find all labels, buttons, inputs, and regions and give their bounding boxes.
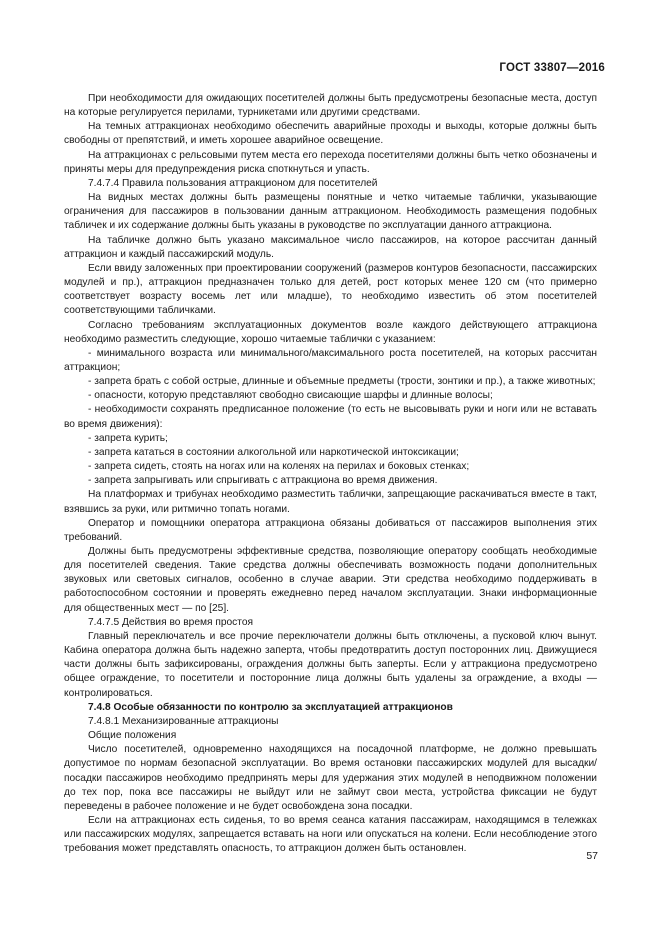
page-number: 57	[586, 850, 598, 862]
paragraph: Общие положения	[88, 730, 177, 742]
paragraph: - запрета брать с собой острые, длинные и объемные предметы (трости, зонтики и пр.), а также животных;	[88, 376, 596, 388]
paragraph: На платформах и трибунах необходимо разместить таблички, запрещающие раскачиваться вместе в такт, взявшись за руки, или ритмично топать ногами.	[64, 489, 597, 515]
paragraph: Если ввиду заложенных при проектировании сооружений (размеров контуров безопасности, пассажирских модулей и пр.), аттракцион предназначен только для детей, рост которых менее 120 см (что примерно соответствует возрасту восемь лет или младше), то необходимо известить об этом посетителей соответствующими табличками.	[64, 262, 597, 317]
paragraph: - запрета кататься в состоянии алкогольной или наркотической интоксикации;	[88, 446, 459, 458]
paragraph: Оператор и помощники оператора аттракциона обязаны добиваться от пассажиров выполнения этих требований.	[64, 517, 597, 543]
paragraph: Должны быть предусмотрены эффективные средства, позволяющие оператору сообщать необходимые для посетителей сведения. Такие средства должны обеспечивать возможность подачи дополнительных звуковых или световых сигналов, особенно в случае аварии. Эти средства необходимо поддерживать в работоспособном состоянии и проверять ежедневно перед началом эксплуатации. Знаки информационные для общественных мест — по [25].	[64, 546, 597, 614]
paragraph: 7.4.7.4 Правила пользования аттракционом для посетителей	[88, 177, 378, 189]
paragraph: Согласно требованиям эксплуатационных документов возле каждого действующего аттракциона необходимо разместить следующие, хорошо читаемые таблички с указанием:	[64, 319, 597, 345]
section-heading: 7.4.8 Особые обязанности по контролю за эксплуатацией аттракционов	[88, 701, 453, 713]
paragraph: - запрета сидеть, стоять на ногах или на коленях на перилах и боковых стенках;	[88, 461, 470, 473]
paragraph: - опасности, которую представляют свободно свисающие шарфы и длинные волосы;	[88, 390, 493, 402]
paragraph: На темных аттракционах необходимо обеспечить аварийные проходы и выходы, которые должны быть свободны от препятствий, и иметь хорошее аварийное освещение.	[64, 121, 597, 147]
paragraph: 7.4.7.5 Действия во время простоя	[88, 616, 254, 628]
paragraph: Число посетителей, одновременно находящихся на посадочной платформе, не должно превышать допустимое по нормам безопасной эксплуатации. Во время остановки пассажирских модулей для высадки/посадки пассажиров необходимо предпринять меры для удержания этих модулей в неподвижном положении до тех пор, пока все пассажиры не выйдут или не займут свои места, устройства фиксации не будут переведены в рабочее положение и не будет освобождена зона посадки.	[64, 744, 597, 812]
paragraph: - минимального возраста или минимального/максимального роста посетителей, на которых рассчитан аттракцион;	[64, 347, 597, 373]
document-body	[64, 92, 597, 856]
paragraph: 7.4.8.1 Механизированные аттракционы	[88, 715, 279, 727]
paragraph: На табличке должно быть указано максимальное число пассажиров, на которое рассчитан данный аттракцион и каждый пассажирский модуль.	[64, 234, 597, 260]
paragraph: На аттракционах с рельсовыми путем места его перехода посетителями должны быть четко обозначены и приняты меры для предупреждения риска споткнуться и упасть.	[64, 149, 597, 175]
paragraph: На видных местах должны быть размещены понятные и четко читаемые таблички, указывающие ограничения для пассажиров в пользовании данным аттракционом. Необходимость размещения подобных табличек и их содержание должны быть указаны в руководстве по эксплуатации данного аттракциона.	[64, 192, 597, 232]
document-header-standard-id: ГОСТ 33807—2016	[499, 62, 605, 74]
paragraph: При необходимости для ожидающих посетителей должны быть предусмотрены безопасные места, доступ на которые регулируется перилами, турникетами или другими средствами.	[64, 93, 597, 119]
paragraph: Если на аттракционах есть сиденья, то во время сеанса катания пассажирам, находящимся в тележках или пассажирских модулях, запрещается вставать на ноги или опускаться на колени. Если несоблюдение этого требования может представлять опасность, то аттракцион должен быть остановлен.	[64, 814, 597, 855]
paragraph: - запрета запрыгивать или спрыгивать с аттракциона во время движения.	[88, 475, 438, 487]
paragraph: - запрета курить;	[88, 432, 168, 444]
paragraph: Главный переключатель и все прочие переключатели должны быть отключены, а пусковой ключ вынут. Кабина оператора должна быть надежно заперта, чтобы предотвратить доступ посторонних лиц. Движущиеся части должны быть зафиксированы, ограждения должны быть заперты. Если у аттракциона предусмотрено общее ограждение, то посетители и посторонние лица должны быть удалены за ограждение, а входы — контролироваться.	[64, 630, 597, 699]
paragraph: - необходимости сохранять предписанное положение (то есть не высовывать руки и ноги или не вставать во время движения):	[64, 404, 597, 430]
